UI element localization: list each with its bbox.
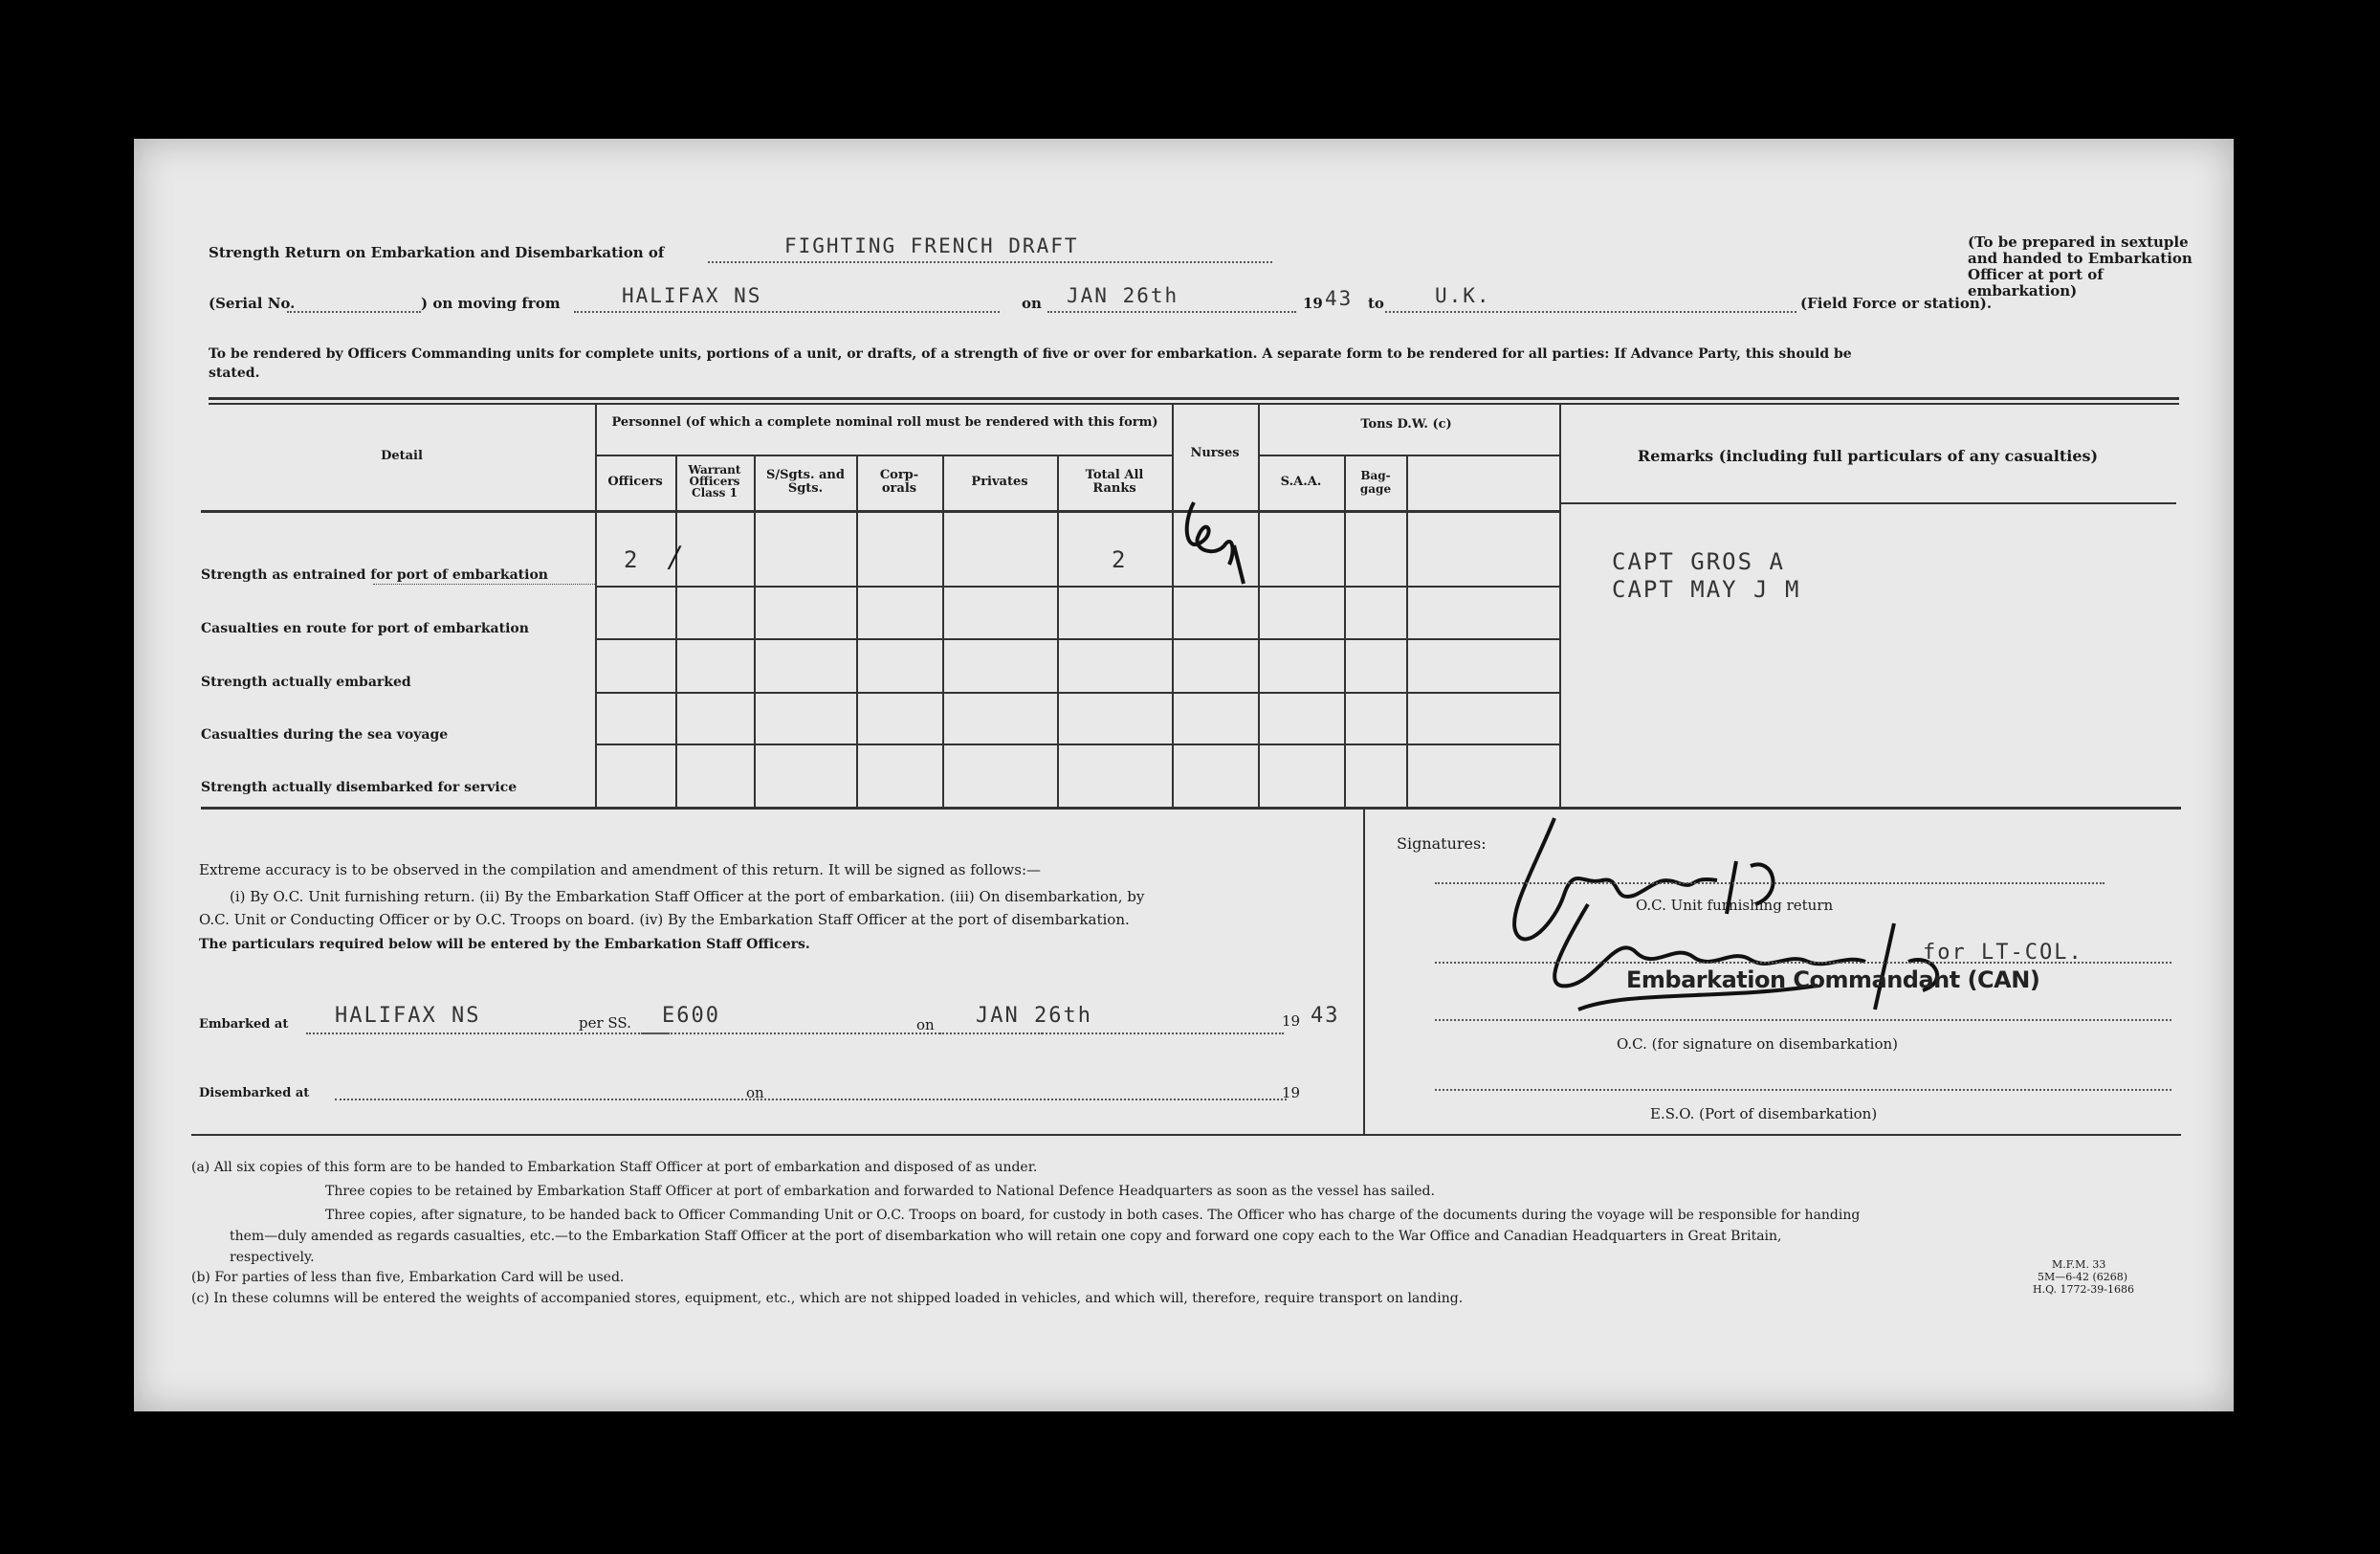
per-ss-label: per SS.	[579, 1014, 631, 1032]
col-nurses: Nurses	[1190, 446, 1240, 460]
detail-header: Detail	[381, 449, 423, 463]
instructions-line-3: O.C. Unit or Conducting Officer or by O.C. Troops on board. (iv) By the Embarkation Staff Officer at the port of disembarkation.	[199, 911, 1130, 928]
signatures-divider	[1363, 809, 1365, 1134]
col-divider	[1057, 455, 1059, 807]
col-privates: Privates	[971, 475, 1028, 489]
form-title: Strength Return on Embarkation and Disembarkation of	[209, 244, 665, 261]
col-divider	[595, 405, 597, 807]
footnote-a-4: respectively.	[230, 1250, 315, 1265]
embarked-year-prefix: 19	[1282, 1012, 1301, 1030]
col-divider	[856, 455, 858, 807]
form-paper	[134, 139, 2234, 1411]
instructions-line-1: Extreme accuracy is to be observed in the compilation and amendment of this return. It will be signed as follows:—	[199, 861, 1042, 878]
tons-header: Tons D.W. (c)	[1360, 417, 1452, 432]
col-divider	[1559, 405, 1561, 807]
tons-subheader-rule	[1258, 455, 1559, 456]
row-rule	[595, 638, 1559, 640]
remark-line-1: CAPT GROS A	[1612, 548, 1785, 575]
moving-from-label: ) on moving from	[421, 295, 561, 312]
personnel-header: Personnel (of which a complete nominal roll must be rendered with this form)	[611, 415, 1158, 430]
cell-total: 2	[1112, 546, 1128, 573]
cell-warrant: /	[670, 541, 680, 574]
col-corporals: Corp-orals	[879, 468, 919, 496]
form-code-1: M.F.M. 33	[2052, 1258, 2106, 1271]
form-code-2: 5M—6-42 (6268)	[2038, 1271, 2128, 1283]
col-saa: S.A.A.	[1280, 475, 1322, 489]
col-officers: Officers	[607, 475, 663, 489]
embarked-year: 43	[1311, 1004, 1340, 1028]
sig-line-1	[1435, 882, 2105, 884]
col-divider	[1258, 405, 1260, 807]
serial-label: (Serial No.	[209, 295, 296, 312]
table-top-rule	[209, 397, 2179, 400]
for-lt-col: for LT-COL.	[1923, 941, 2083, 965]
row-label-entrained: Strength as entrained for port of embarkation	[201, 567, 548, 583]
prepare-note: (To be prepared in sextuple and handed to Embarkation Officer at port of embarkation)	[1968, 233, 2193, 300]
col-warrant: Warrant Officers Class 1	[688, 463, 741, 500]
col-divider	[1406, 455, 1408, 807]
year-prefix: 19	[1303, 295, 1323, 312]
destination-value: U.K.	[1435, 284, 1491, 307]
sig-line-3	[1435, 1019, 2171, 1021]
remarks-header-rule	[1559, 502, 2176, 504]
embarked-port: HALIFAX NS	[335, 1004, 481, 1028]
embarked-label: Embarked at	[199, 1017, 289, 1032]
embarked-line	[306, 1032, 670, 1034]
col-baggage: Bag-gage	[1359, 469, 1392, 496]
unit-name-line	[708, 261, 1272, 263]
row-rule	[595, 692, 1559, 694]
col-divider	[1344, 455, 1346, 807]
col-divider	[675, 455, 677, 807]
sig-caption-oc-unit: O.C. Unit furnishing return	[1636, 897, 1834, 914]
field-force-label: (Field Force or station).	[1800, 295, 1993, 312]
embarked-date: JAN 26th	[976, 1004, 1092, 1028]
personnel-subheader-rule	[595, 455, 1172, 456]
disembarked-label: Disembarked at	[199, 1086, 310, 1100]
col-total: Total All Ranks	[1085, 468, 1144, 496]
row-rule	[595, 586, 1559, 588]
footnotes-rule	[191, 1134, 2181, 1136]
embarked-ship: E600	[662, 1004, 720, 1028]
nurses-initials-scribble	[1177, 488, 1253, 593]
moving-from-line	[574, 311, 1000, 313]
footnote-b: (b) For parties of less than five, Embarkation Card will be used.	[191, 1270, 625, 1285]
col-sgts: S/Sgts. and Sgts.	[766, 468, 845, 496]
col-divider	[1172, 405, 1174, 807]
header-bottom-rule	[201, 510, 1559, 513]
embarked-on-label: on	[916, 1016, 935, 1033]
sig-caption-eso: E.S.O. (Port of disembarkation)	[1650, 1105, 1878, 1122]
table-top-rule-2	[209, 403, 2179, 405]
moving-from-value: HALIFAX NS	[622, 284, 762, 307]
row-label-disembarked: Strength actually disembarked for service	[201, 780, 518, 795]
row-label-casualties-voyage: Casualties during the sea voyage	[201, 727, 449, 743]
date-value: JAN 26th	[1067, 284, 1179, 307]
remark-line-2: CAPT MAY J M	[1612, 576, 1801, 603]
form-code-3: H.Q. 1772-39-1686	[2033, 1283, 2134, 1296]
embarked-date-line	[939, 1032, 1284, 1034]
sig-caption-oc-disembarkation: O.C. (for signature on disembarkation)	[1617, 1035, 1899, 1053]
sig-line-4	[1435, 1089, 2171, 1091]
footnote-a-1: Three copies to be retained by Embarkation Staff Officer at port of embarkation and forwarded to National Defence Headquarters as soon as the vessel has sailed.	[325, 1184, 1435, 1199]
disembarked-line	[335, 1099, 1287, 1100]
disembarked-on-label: on	[746, 1084, 764, 1101]
footnote-a-2: Three copies, after signature, to be handed back to Officer Commanding Unit or O.C. Troops on board, for custody in both cases. The Officer who has charge of the documents during the voyage will be responsible for handing	[325, 1208, 1861, 1223]
col-divider	[942, 455, 944, 807]
remarks-header: Remarks (including full particulars of any casualties)	[1637, 447, 2099, 465]
instructions-line-4: The particulars required below will be entered by the Embarkation Staff Officers.	[199, 937, 810, 952]
instructions-line-2: (i) By O.C. Unit furnishing return. (ii) By the Embarkation Staff Officer at the port of embarkation. (iii) On disembarkation, by	[230, 888, 1145, 905]
row-label-casualties-route: Casualties en route for port of embarkation	[201, 621, 529, 636]
row-leader	[373, 584, 595, 585]
footnote-c: (c) In these columns will be entered the weights of accompanied stores, equipment, etc., which are not shipped loaded in vehicles, and which will, therefore, require transport on landing.	[191, 1291, 1464, 1306]
instructions-text: To be rendered by Officers Commanding units for complete units, portions of a unit, or drafts, of a strength of five or over for embarkation. A separate form to be rendered for all parties: If Advance Party, this should be stated.	[209, 346, 1852, 381]
cell-officers: 2	[624, 546, 640, 573]
signatures-label: Signatures:	[1397, 834, 1487, 853]
date-line	[1047, 311, 1296, 313]
to-label: to	[1368, 295, 1384, 312]
table-bottom-rule	[201, 807, 2181, 810]
disembarked-year-prefix: 19	[1282, 1084, 1301, 1101]
destination-line	[1385, 311, 1796, 313]
footnote-a: (a) All six copies of this form are to be handed to Embarkation Staff Officer at port of embarkation and disposed of as under.	[191, 1160, 1038, 1175]
row-rule	[595, 744, 1559, 745]
row-label-embarked: Strength actually embarked	[201, 675, 411, 690]
footnote-a-3: them—duly amended as regards casualties, etc.—to the Embarkation Staff Officer at the port of disembarkation who will retain one copy and forward one copy each to the War Office and Canadian Headquarters in Great Britain,	[230, 1229, 1782, 1244]
on-label: on	[1022, 295, 1042, 312]
unit-name-value: FIGHTING FRENCH DRAFT	[784, 234, 1079, 257]
serial-line	[287, 311, 421, 313]
col-divider	[754, 455, 756, 807]
embarkation-commandant-stamp: Embarkation Commandant (CAN)	[1626, 966, 2040, 993]
year-value: 43	[1325, 287, 1354, 310]
